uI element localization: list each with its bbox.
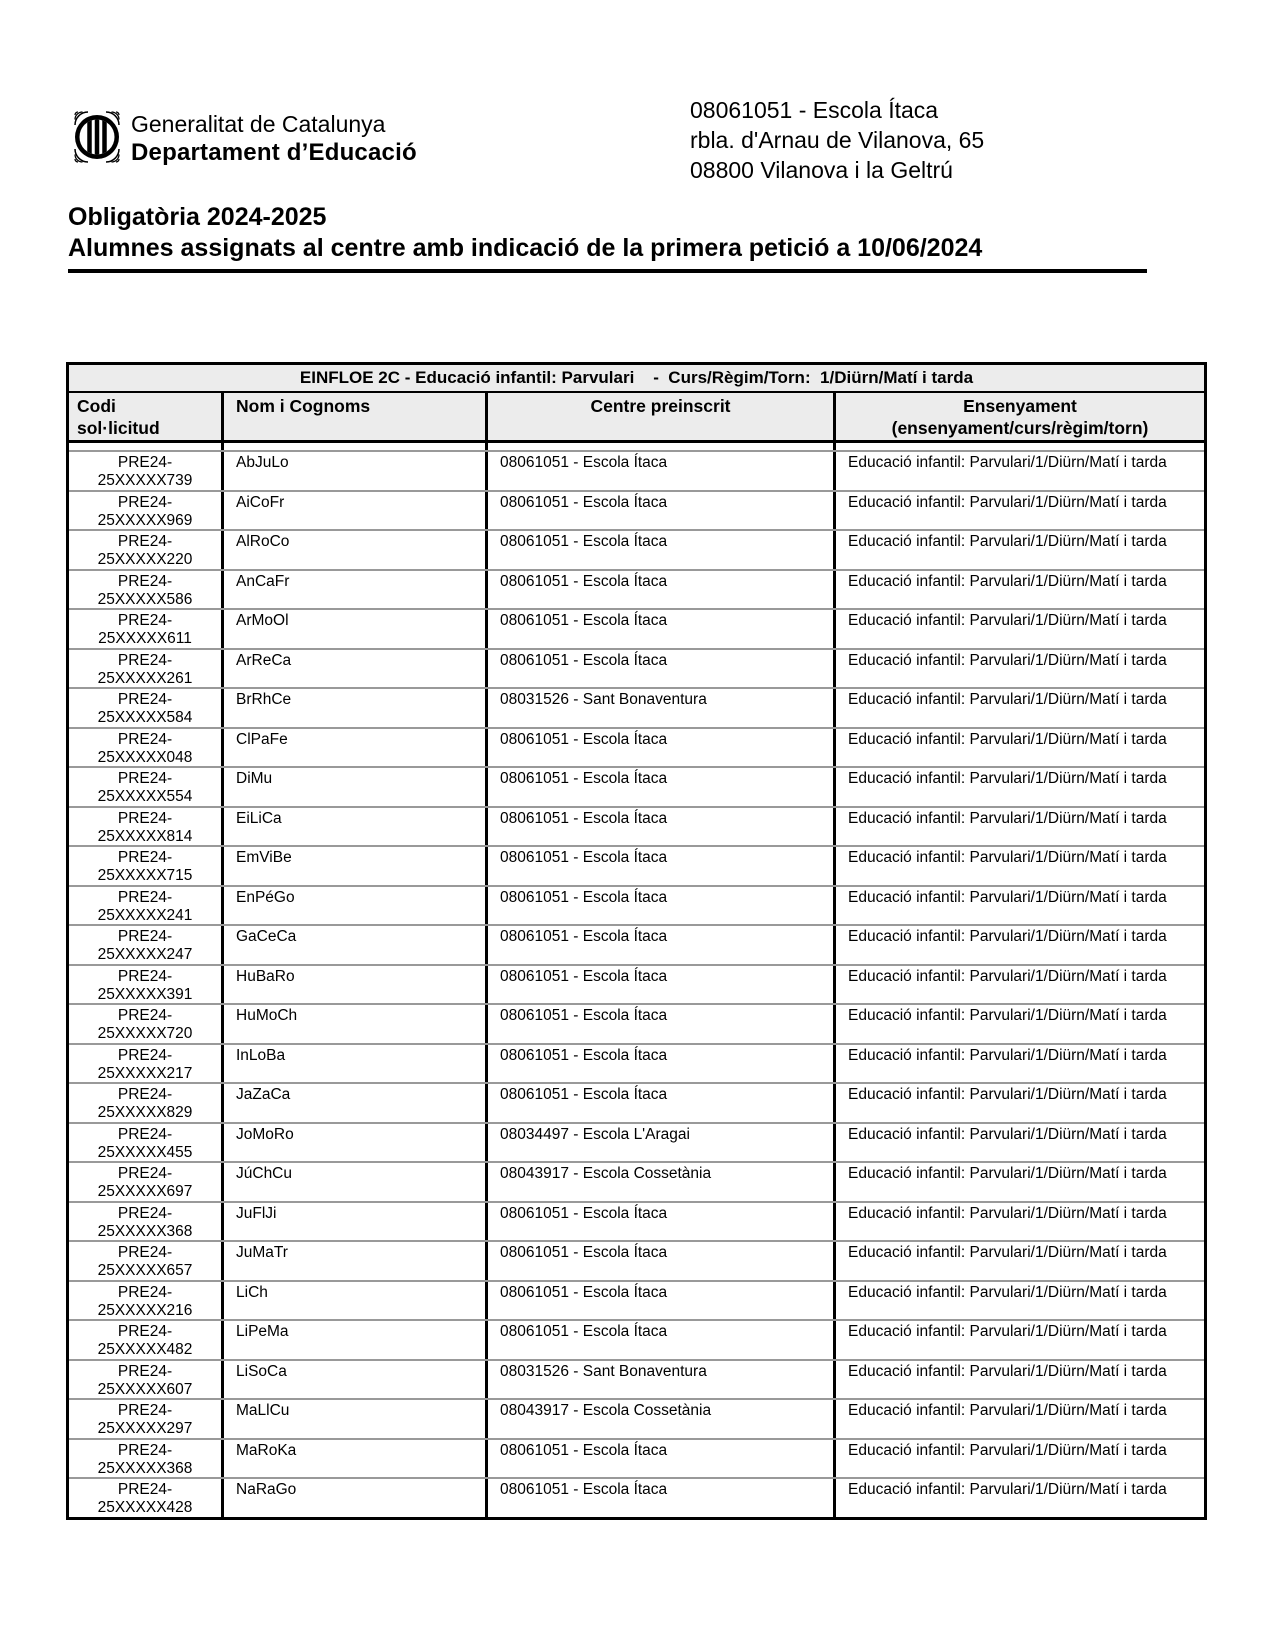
gap-cell [221,443,485,450]
cell-codi [69,1242,221,1280]
cell-nom: EmViBe [221,847,485,885]
cell-centre: 08031526 - Sant Bonaventura [485,1361,833,1399]
cell-ensenyament: Educació infantil: Parvulari/1/Diürn/Matí i tarda [833,689,1204,727]
cell-codi [69,452,221,490]
codi-line2: 25XXXXX368 [97,1222,193,1240]
brand-department-name: Departament d’Educació [131,139,417,166]
cell-codi [69,1400,221,1438]
cell-codi [69,1479,221,1517]
codi-line1: PRE24- [117,849,173,866]
codi-line2: 25XXXXX715 [97,867,193,884]
table-row [69,1124,1204,1164]
table-row [69,492,1204,532]
table-row [69,610,1204,650]
table-row [69,1163,1204,1203]
cell-ensenyament: Educació infantil: Parvulari/1/Diürn/Matí i tarda [833,1321,1204,1359]
table-row [69,1242,1204,1282]
cell-nom: JaZaCa [221,1084,485,1122]
cell-centre: 08061051 - Escola Ítaca [485,966,833,1004]
cell-codi [69,1005,221,1043]
table-row [69,1361,1204,1401]
cell-nom: GaCeCa [221,926,485,964]
title-line-regime: Obligatòria 2024-2025 [68,203,327,231]
cell-ensenyament: Educació infantil: Parvulari/1/Diürn/Matí i tarda [833,1400,1204,1438]
cell-centre: 08061051 - Escola Ítaca [485,650,833,688]
codi-line2: 25XXXXX391 [97,985,193,1003]
gap-cell [485,443,833,450]
codi-line1: PRE24- [117,1362,173,1380]
school-city: 08800 Vilanova i la Geltrú [690,157,953,183]
cell-centre: 08061051 - Escola Ítaca [485,768,833,806]
title-line-subject: Alumnes assignats al centre amb indicació de la primera petició a 10/06/2024 [68,234,983,262]
cell-nom: JúChCu [221,1163,485,1201]
brand-text [131,110,417,166]
codi-line2: 25XXXXX586 [97,590,193,608]
assignments-table [66,362,1207,1520]
column-header-nom: Nom i Cognoms [221,393,485,440]
cell-codi [69,1045,221,1083]
school-code-name: 08061051 - Escola Ítaca [690,97,939,123]
cell-nom: HuBaRo [221,966,485,1004]
cell-ensenyament: Educació infantil: Parvulari/1/Diürn/Matí i tarda [833,1163,1204,1201]
cell-ensenyament: Educació infantil: Parvulari/1/Diürn/Matí i tarda [833,808,1204,846]
cell-centre: 08034497 - Escola L'Aragai [485,1124,833,1162]
cell-codi [69,1321,221,1359]
cell-ensenyament: Educació infantil: Parvulari/1/Diürn/Matí i tarda [833,887,1204,925]
column-header-ensenyament-line2: (ensenyament/curs/règim/torn) [891,418,1149,438]
cell-codi [69,610,221,648]
codi-line1: PRE24- [117,1481,173,1498]
table-header-gap-row [69,443,1204,452]
column-header-codi [69,393,221,440]
codi-line2: 25XXXXX247 [97,946,193,963]
cell-ensenyament: Educació infantil: Parvulari/1/Diürn/Matí i tarda [833,1282,1204,1320]
cell-nom: LiPeMa [221,1321,485,1359]
cell-nom: ClPaFe [221,729,485,767]
codi-line2: 25XXXXX216 [97,1301,193,1319]
cell-ensenyament: Educació infantil: Parvulari/1/Diürn/Matí i tarda [833,1440,1204,1478]
column-header-ensenyament-line1: Ensenyament [963,396,1077,416]
cell-ensenyament: Educació infantil: Parvulari/1/Diürn/Matí i tarda [833,926,1204,964]
table-row [69,689,1204,729]
table-row [69,650,1204,690]
codi-line1: PRE24- [117,651,173,669]
table-row [69,571,1204,611]
cell-centre: 08061051 - Escola Ítaca [485,847,833,885]
cell-nom: EiLiCa [221,808,485,846]
cell-nom: JuMaTr [221,1242,485,1280]
codi-line1: PRE24- [117,572,173,590]
cell-centre: 08061051 - Escola Ítaca [485,1440,833,1478]
codi-line1: PRE24- [117,1204,173,1222]
brand-org-name: Generalitat de Catalunya [131,111,386,137]
cell-ensenyament: Educació infantil: Parvulari/1/Diürn/Matí i tarda [833,729,1204,767]
cell-nom: LiSoCa [221,1361,485,1399]
cell-codi [69,1084,221,1122]
codi-line1: PRE24- [117,770,173,787]
cell-ensenyament: Educació infantil: Parvulari/1/Diürn/Matí i tarda [833,1084,1204,1122]
cell-ensenyament: Educació infantil: Parvulari/1/Diürn/Matí i tarda [833,1203,1204,1241]
cell-codi [69,768,221,806]
cell-codi [69,1282,221,1320]
table-body [69,452,1204,1517]
cell-centre: 08061051 - Escola Ítaca [485,1005,833,1043]
cell-centre: 08061051 - Escola Ítaca [485,1203,833,1241]
school-address-block [690,95,984,185]
table-row [69,887,1204,927]
table-row [69,531,1204,571]
cell-centre: 08061051 - Escola Ítaca [485,452,833,490]
codi-line1: PRE24- [117,454,173,471]
cell-nom: AbJuLo [221,452,485,490]
cell-nom: EnPéGo [221,887,485,925]
school-street: rbla. d'Arnau de Vilanova, 65 [690,127,985,153]
cell-codi [69,1124,221,1162]
cell-ensenyament: Educació infantil: Parvulari/1/Diürn/Matí i tarda [833,1124,1204,1162]
table-row [69,1203,1204,1243]
table-row [69,847,1204,887]
cell-nom: ArReCa [221,650,485,688]
cell-nom: AnCaFr [221,571,485,609]
cell-centre: 08061051 - Escola Ítaca [485,1282,833,1320]
codi-line1: PRE24- [117,967,173,985]
codi-line1: PRE24- [117,928,173,945]
cell-ensenyament: Educació infantil: Parvulari/1/Diürn/Matí i tarda [833,966,1204,1004]
codi-line1: PRE24- [117,1283,173,1301]
table-row [69,729,1204,769]
cell-codi [69,1440,221,1478]
table-row [69,1321,1204,1361]
codi-line1: PRE24- [117,1323,173,1340]
codi-line1: PRE24- [117,1125,173,1143]
cell-codi [69,966,221,1004]
table-row [69,1440,1204,1480]
table-row [69,452,1204,492]
codi-line1: PRE24- [117,1402,173,1419]
codi-line2: 25XXXXX814 [97,827,193,845]
cell-ensenyament: Educació infantil: Parvulari/1/Diürn/Matí i tarda [833,1479,1204,1517]
cell-nom: BrRhCe [221,689,485,727]
table-group-header: EINFLOE 2C - Educació infantil: Parvulari - Curs/Règim/Torn: 1/Diürn/Matí i tarda [69,365,1204,393]
codi-line1: PRE24- [117,1046,173,1064]
cell-ensenyament: Educació infantil: Parvulari/1/Diürn/Matí i tarda [833,1242,1204,1280]
cell-centre: 08061051 - Escola Ítaca [485,926,833,964]
gap-cell [69,443,221,450]
codi-line2: 25XXXXX969 [97,511,193,529]
cell-centre: 08061051 - Escola Ítaca [485,808,833,846]
codi-line2: 25XXXXX697 [97,1183,193,1200]
table-row [69,926,1204,966]
table-row [69,1479,1204,1517]
cell-ensenyament: Educació infantil: Parvulari/1/Diürn/Matí i tarda [833,1005,1204,1043]
cell-ensenyament: Educació infantil: Parvulari/1/Diürn/Matí i tarda [833,492,1204,530]
cell-codi [69,847,221,885]
cell-nom: MaRoKa [221,1440,485,1478]
codi-line2: 25XXXXX261 [97,669,193,687]
codi-line1: PRE24- [117,1441,173,1459]
column-header-codi-line1: Codi [77,396,116,416]
codi-line2: 25XXXXX584 [97,709,193,726]
cell-nom: AiCoFr [221,492,485,530]
cell-centre: 08043917 - Escola Cossetània [485,1400,833,1438]
cell-ensenyament: Educació infantil: Parvulari/1/Diürn/Matí i tarda [833,847,1204,885]
codi-line1: PRE24- [117,1244,173,1261]
codi-line2: 25XXXXX455 [97,1143,193,1161]
cell-codi [69,926,221,964]
cell-centre: 08031526 - Sant Bonaventura [485,689,833,727]
cell-centre: 08061051 - Escola Ítaca [485,610,833,648]
codi-line1: PRE24- [117,493,173,511]
cell-ensenyament: Educació infantil: Parvulari/1/Diürn/Matí i tarda [833,1045,1204,1083]
cell-nom: DiMu [221,768,485,806]
cell-codi [69,1361,221,1399]
cell-codi [69,1203,221,1241]
codi-line2: 25XXXXX720 [97,1025,193,1042]
cell-centre: 08061051 - Escola Ítaca [485,1045,833,1083]
codi-line1: PRE24- [117,691,173,708]
codi-line2: 25XXXXX217 [97,1064,193,1082]
table-row [69,1045,1204,1085]
cell-centre: 08061051 - Escola Ítaca [485,1321,833,1359]
generalitat-seal-icon [74,110,120,164]
codi-line2: 25XXXXX607 [97,1380,193,1398]
codi-line2: 25XXXXX428 [97,1499,193,1516]
cell-centre: 08061051 - Escola Ítaca [485,1479,833,1517]
table-row [69,808,1204,848]
codi-line2: 25XXXXX048 [97,748,193,766]
cell-nom: MaLlCu [221,1400,485,1438]
column-header-codi-line2: sol·licitud [77,418,160,438]
codi-line2: 25XXXXX220 [97,551,193,568]
codi-line1: PRE24- [117,1007,173,1024]
cell-codi [69,689,221,727]
cell-nom: LiCh [221,1282,485,1320]
table-row [69,768,1204,808]
cell-ensenyament: Educació infantil: Parvulari/1/Diürn/Matí i tarda [833,768,1204,806]
cell-codi [69,808,221,846]
brand-header [74,110,417,166]
cell-centre: 08043917 - Escola Cossetània [485,1163,833,1201]
cell-centre: 08061051 - Escola Ítaca [485,492,833,530]
codi-line1: PRE24- [117,888,173,906]
column-header-centre: Centre preinscrit [485,393,833,440]
table-row [69,1005,1204,1045]
cell-centre: 08061051 - Escola Ítaca [485,531,833,569]
table-row [69,966,1204,1006]
codi-line1: PRE24- [117,612,173,629]
cell-centre: 08061051 - Escola Ítaca [485,1084,833,1122]
codi-line2: 25XXXXX739 [97,472,193,489]
codi-line1: PRE24- [117,730,173,748]
cell-nom: JuFlJi [221,1203,485,1241]
cell-centre: 08061051 - Escola Ítaca [485,729,833,767]
gap-cell [833,443,1204,450]
table-row [69,1084,1204,1124]
codi-line2: 25XXXXX611 [98,630,192,647]
cell-codi [69,729,221,767]
codi-line2: 25XXXXX368 [97,1459,193,1477]
codi-line2: 25XXXXX241 [97,906,193,924]
cell-nom: NaRaGo [221,1479,485,1517]
cell-ensenyament: Educació infantil: Parvulari/1/Diürn/Matí i tarda [833,452,1204,490]
cell-codi [69,492,221,530]
codi-line2: 25XXXXX554 [97,788,193,805]
document-title [68,202,1147,273]
cell-nom: ArMoOl [221,610,485,648]
cell-codi [69,887,221,925]
codi-line1: PRE24- [117,809,173,827]
codi-line2: 25XXXXX297 [97,1420,193,1437]
codi-line2: 25XXXXX482 [97,1341,193,1358]
cell-nom: JoMoRo [221,1124,485,1162]
codi-line1: PRE24- [117,1165,173,1182]
table-row [69,1282,1204,1322]
table-column-headers [69,393,1204,443]
cell-nom: InLoBa [221,1045,485,1083]
cell-ensenyament: Educació infantil: Parvulari/1/Diürn/Matí i tarda [833,650,1204,688]
cell-centre: 08061051 - Escola Ítaca [485,887,833,925]
cell-nom: AlRoCo [221,531,485,569]
cell-ensenyament: Educació infantil: Parvulari/1/Diürn/Matí i tarda [833,1361,1204,1399]
cell-codi [69,571,221,609]
cell-codi [69,531,221,569]
cell-centre: 08061051 - Escola Ítaca [485,1242,833,1280]
codi-line2: 25XXXXX829 [97,1104,193,1121]
cell-ensenyament: Educació infantil: Parvulari/1/Diürn/Matí i tarda [833,610,1204,648]
cell-codi [69,1163,221,1201]
cell-ensenyament: Educació infantil: Parvulari/1/Diürn/Matí i tarda [833,531,1204,569]
codi-line2: 25XXXXX657 [97,1262,193,1279]
cell-nom: HuMoCh [221,1005,485,1043]
cell-codi [69,650,221,688]
table-row [69,1400,1204,1440]
column-header-ensenyament [833,393,1204,440]
cell-centre: 08061051 - Escola Ítaca [485,571,833,609]
codi-line1: PRE24- [117,1086,173,1103]
codi-line1: PRE24- [117,533,173,550]
cell-ensenyament: Educació infantil: Parvulari/1/Diürn/Matí i tarda [833,571,1204,609]
